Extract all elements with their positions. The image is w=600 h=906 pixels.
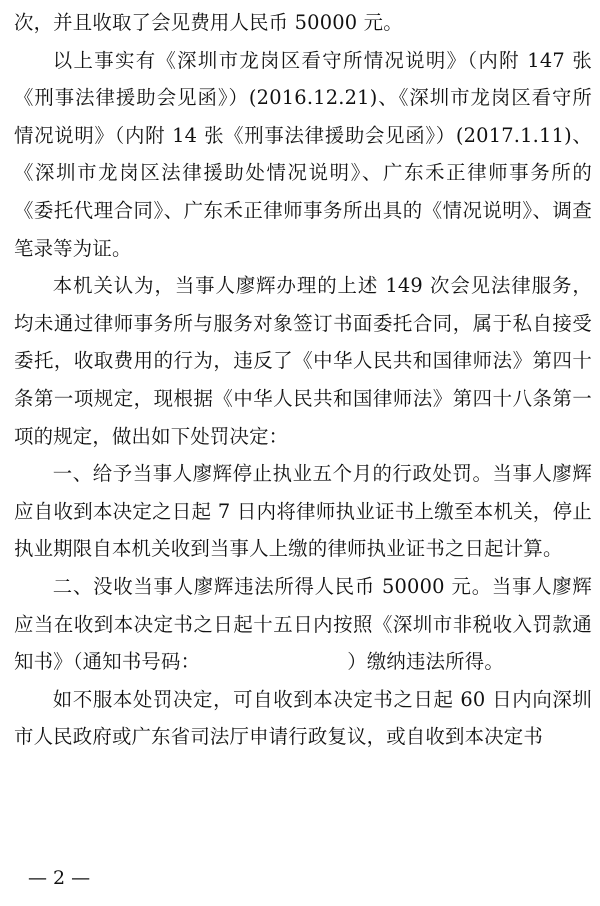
paragraph-penalty-confiscation: 二、没收当事人廖辉违法所得人民币 50000 元。当事人廖辉应当在收到本决定书之日起十五日内按照《深圳市非税收入罚款通知书》（通知书号码： ）缴纳违法所得。 (14, 574, 592, 674)
paragraph-fee-continuation: 次，并且收取了会见费用人民币 50000 元。 (14, 11, 403, 34)
document-body (14, 4, 592, 756)
paragraph-evidence: 以上事实有《深圳市龙岗区看守所情况说明》（内附 147 张《刑事法律援助会见函》）(2016.12.21)、《深圳市龙岗区看守所情况说明》（内附 14 张《刑事法律援助会见函》）(2017.1.11)、《深圳市龙岗区法律援助处情况说明》、广东禾正律师事务所的《委托代理合同》、广东禾正律师事务所出具的《情况说明》、调查笔录等为证。 (14, 48, 592, 260)
paragraph-appeal-rights: 如不服本处罚决定，可自收到本决定书之日起 60 日内向深圳市人民政府或广东省司法厅申请行政复议，或自收到本决定书 (14, 687, 592, 749)
paragraph-penalty-suspension: 一、给予当事人廖辉停止执业五个月的行政处罚。当事人廖辉应自收到本决定之日起 7 日内将律师执业证书上缴至本机关，停止执业期限自本机关收到当事人上缴的律师执业证书之日起计算。 (14, 462, 592, 561)
page-number: — 2 — (28, 867, 91, 889)
paragraph-finding: 本机关认为，当事人廖辉办理的上述 149 次会见法律服务，均未通过律师事务所与服务对象签订书面委托合同，属于私自接受委托，收取费用的行为，违反了《中华人民共和国律师法》第四十条第一项规定，现根据《中华人民共和国律师法》第四十八条第一项的规定，做出如下处罚决定： (14, 274, 592, 448)
